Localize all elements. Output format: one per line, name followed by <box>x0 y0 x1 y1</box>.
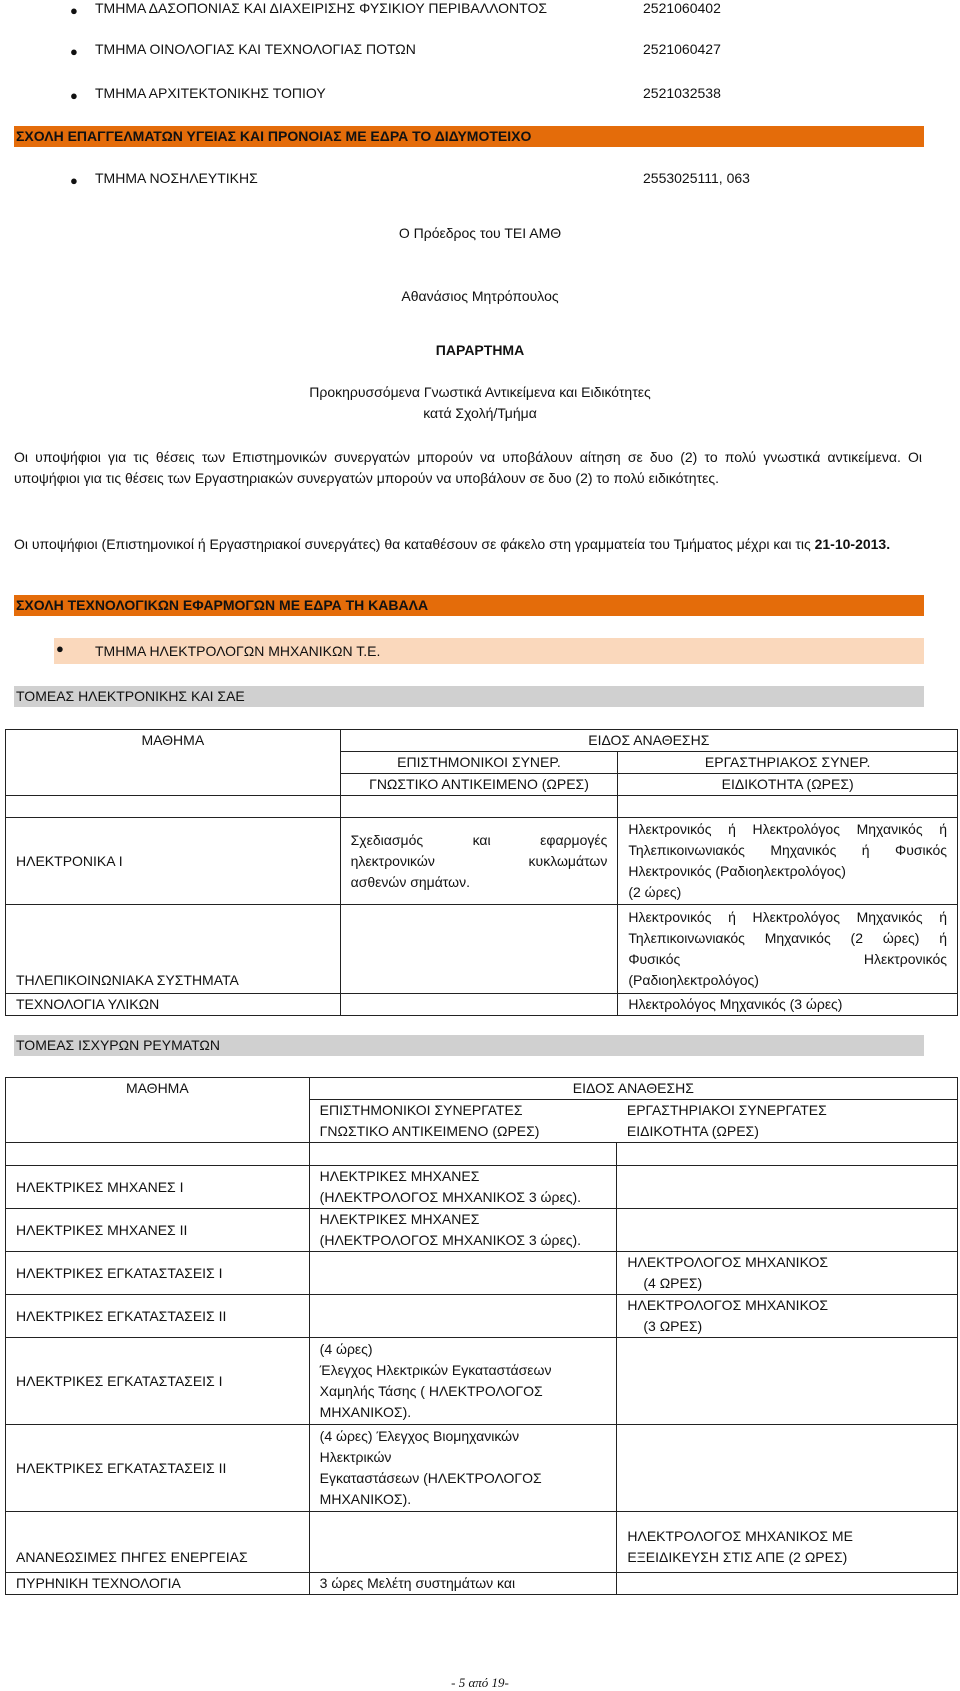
subject-cell: ΗΛΕΚΤΡΙΚΕΣ ΜΗΧΑΝΕΣ (ΗΛΕΚΤΡΟΛΟΓΟΣ ΜΗΧΑΝΙΚΟΣ 3 ώρες). <box>309 1209 617 1252</box>
header-assignment-type: ΕΙΔΟΣ ΑΝΑΘΕΣΗΣ <box>309 1078 957 1100</box>
course-cell: ΗΛΕΚΤΡΙΚΕΣ ΜΗΧΑΝΕΣ ΙΙ <box>6 1209 310 1252</box>
bullet-icon: ● <box>70 173 78 188</box>
table-row <box>6 1573 958 1595</box>
table-row <box>6 1166 958 1209</box>
deadline-date: 21-10-2013. <box>814 536 891 552</box>
deadline-paragraph <box>14 534 922 555</box>
header-specialty: ΕΙΔΙΚΟΤΗΤΑ (ΩΡΕΣ) <box>618 774 958 796</box>
department-phone: 2521060427 <box>643 41 721 57</box>
appendix-subtitle: Προκηρυσσόμενα Γνωστικά Αντικείμενα και Ειδικότητες <box>309 384 651 400</box>
department-phone: 2521060402 <box>643 0 721 16</box>
specialty-cell: Ηλεκτρονικός ή Ηλεκτρολόγος Μηχανικός ή Τηλεπικοινωνιακός Μηχανικός ή Φυσικός Ηλεκτρονικός (Ραδιοηλεκτρολόγος) (2 ώρες) <box>618 818 958 905</box>
table-row <box>6 1295 958 1338</box>
specialty-cell <box>617 1209 958 1252</box>
page-number: - 5 από 19- <box>451 1675 509 1690</box>
table-row <box>6 730 958 752</box>
specialty-cell <box>617 1338 958 1425</box>
list-item <box>0 170 960 190</box>
specialty-cell: ΗΛΕΚΤΡΟΛΟΓΟΣ ΜΗΧΑΝΙΚΟΣ (3 ΩΡΕΣ) <box>617 1295 958 1338</box>
specialty-cell: ΗΛΕΚΤΡΟΛΟΓΟΣ ΜΗΧΑΝΙΚΟΣ (4 ΩΡΕΣ) <box>617 1252 958 1295</box>
header-lab: ΕΡΓΑΣΤΗΡΙΑΚΟΣ ΣΥΝΕΡ. <box>618 752 958 774</box>
table-row <box>6 1338 958 1425</box>
sector-heading: ΤΟΜΕΑΣ ΗΛΕΚΤΡΟΝΙΚΗΣ ΚΑΙ ΣΑΕ <box>14 686 924 707</box>
header-course: ΜΑΘΗΜΑ <box>6 1078 310 1143</box>
table-row <box>6 994 958 1016</box>
course-cell: ΑΝΑΝΕΩΣΙΜΕΣ ΠΗΓΕΣ ΕΝΕΡΓΕΙΑΣ <box>6 1512 310 1573</box>
header-subject: ΓΝΩΣΤΙΚΟ ΑΝΤΙΚΕΙΜΕΝΟ (ΩΡΕΣ) <box>340 774 618 796</box>
school-heading-tech: ΣΧΟΛΗ ΤΕΧΝΟΛΟΓΙΚΩΝ ΕΦΑΡΜΟΓΩΝ ΜΕ ΕΔΡΑ ΤΗ ΚΑΒΑΛΑ <box>14 595 924 616</box>
appendix-title: ΠΑΡΑΡΤΗΜΑ <box>435 342 525 358</box>
course-cell: ΗΛΕΚΤΡΙΚΕΣ ΜΗΧΑΝΕΣ Ι <box>6 1166 310 1209</box>
header-scientific: ΕΠΙΣΤΗΜΟΝΙΚΟΙ ΣΥΝΕΡ. <box>340 752 618 774</box>
course-cell: ΤΕΧΝΟΛΟΓΙΑ ΥΛΙΚΩΝ <box>6 994 341 1016</box>
course-cell: ΗΛΕΚΤΡΙΚΕΣ ΕΓΚΑΤΑΣΤΑΣΕΙΣ Ι <box>6 1338 310 1425</box>
department-name: ΤΜΗΜΑ ΔΑΣΟΠΟΝΙΑΣ ΚΑΙ ΔΙΑΧΕΙΡΙΣΗΣ ΦΥΣΙΚΙΟΥ ΠΕΡΙΒΑΛΛΟΝΤΟΣ <box>95 0 547 16</box>
subject-cell: 3 ώρες Μελέτη συστημάτων και <box>309 1573 617 1595</box>
president-name: Αθανάσιος Μητρόπουλος <box>401 288 559 304</box>
department-phone: 2521032538 <box>643 85 721 101</box>
course-cell: ΗΛΕΚΤΡΙΚΕΣ ΕΓΚΑΤΑΣΤΑΣΕΙΣ ΙΙ <box>6 1295 310 1338</box>
course-cell: ΤΗΛΕΠΙΚΟΙΝΩΝΙΑΚΑ ΣΥΣΤΗΜΑΤΑ <box>6 905 341 994</box>
course-cell: ΠΥΡΗΝΙΚΗ ΤΕΧΝΟΛΟΓΙΑ <box>6 1573 310 1595</box>
table-row <box>6 1209 958 1252</box>
course-cell: ΗΛΕΚΤΡΙΚΕΣ ΕΓΚΑΤΑΣΤΑΣΕΙΣ ΙΙ <box>6 1425 310 1512</box>
department-name: ΤΜΗΜΑ ΝΟΣΗΛΕΥΤΙΚΗΣ <box>95 170 258 186</box>
header-specialty: ΕΙΔΙΚΟΤΗΤΑ (ΩΡΕΣ) <box>617 1121 958 1143</box>
deadline-text: Οι υποψήφιοι (Επιστημονικοί ή Εργαστηριακοί συνεργάτες) θα καταθέσουν σε φάκελο στη γραμματεία του Τμήματος μέχρι και τις <box>14 536 815 552</box>
subject-cell <box>340 994 618 1016</box>
table-row <box>6 905 958 994</box>
subject-cell <box>309 1252 617 1295</box>
header-subject: ΓΝΩΣΤΙΚΟ ΑΝΤΙΚΕΙΜΕΝΟ (ΩΡΕΣ) <box>309 1121 617 1143</box>
table-row <box>6 818 958 905</box>
specialty-cell <box>617 1425 958 1512</box>
department-name: ΤΜΗΜΑ ΑΡΧΙΤΕΚΤΟΝΙΚΗΣ ΤΟΠΙΟΥ <box>95 85 326 101</box>
subject-cell <box>340 905 618 994</box>
department-phone: 2553025111, 063 <box>643 170 750 186</box>
bullet-icon: ● <box>70 44 78 59</box>
specialty-cell: Ηλεκτρονικός ή Ηλεκτρολόγος Μηχανικός ή Τηλεπικοινωνιακός Μηχανικός (2 ώρες) ή Φυσικός Ηλεκτρονικός (Ραδιοηλεκτρολόγος) <box>618 905 958 994</box>
header-course: ΜΑΘΗΜΑ <box>6 730 341 796</box>
table-row <box>6 796 958 818</box>
table-row <box>6 1252 958 1295</box>
subject-cell <box>309 1512 617 1573</box>
bullet-icon: ● <box>70 88 78 103</box>
course-cell: ΗΛΕΚΤΡΟΝΙΚΑ Ι <box>6 818 341 905</box>
subject-cell: ΗΛΕΚΤΡΙΚΕΣ ΜΗΧΑΝΕΣ (ΗΛΕΚΤΡΟΛΟΓΟΣ ΜΗΧΑΝΙΚΟΣ 3 ώρες). <box>309 1166 617 1209</box>
specialty-cell: ΗΛΕΚΤΡΟΛΟΓΟΣ ΜΗΧΑΝΙΚΟΣ ΜΕ ΕΞΕΙΔΙΚΕΥΣΗ ΣΤΙΣ ΑΠΕ (2 ΩΡΕΣ) <box>617 1512 958 1573</box>
appendix-subtitle-2: κατά Σχολή/Τμήμα <box>423 405 537 421</box>
school-heading-health: ΣΧΟΛΗ ΕΠΑΓΓΕΛΜΑΤΩΝ ΥΓΕΙΑΣ ΚΑΙ ΠΡΟΝΟΙΑΣ ΜΕ ΕΔΡΑ ΤΟ ΔΙΔΥΜΟΤΕΙΧΟ <box>14 126 924 147</box>
power-table <box>5 1077 958 1595</box>
president-title: Ο Πρόεδρος του ΤΕΙ ΑΜΘ <box>398 225 562 241</box>
table-row <box>6 1425 958 1512</box>
table-row <box>6 1143 958 1166</box>
list-item <box>0 85 960 105</box>
specialty-cell: Ηλεκτρολόγος Μηχανικός (3 ώρες) <box>618 994 958 1016</box>
bullet-icon: ● <box>56 641 64 656</box>
department-name: ΤΜΗΜΑ ΟΙΝΟΛΟΓΙΑΣ ΚΑΙ ΤΕΧΝΟΛΟΓΙΑΣ ΠΟΤΩΝ <box>95 41 416 57</box>
subject-cell: (4 ώρες) Έλεγχος Βιομηχανικών Ηλεκτρικών Εγκαταστάσεων (ΗΛΕΚΤΡΟΛΟΓΟΣ ΜΗΧΑΝΙΚΟΣ). <box>309 1425 617 1512</box>
list-item <box>0 41 960 61</box>
header-lab: ΕΡΓΑΣΤΗΡΙΑΚΟΙ ΣΥΝΕΡΓΑΤΕΣ <box>617 1100 958 1122</box>
department-heading: ΤΜΗΜΑ ΗΛΕΚΤΡΟΛΟΓΩΝ ΜΗΧΑΝΙΚΩΝ Τ.Ε. <box>95 643 381 659</box>
subject-cell <box>309 1295 617 1338</box>
instructions-paragraph: Οι υποψήφιοι για τις θέσεις των Επιστημονικών συνεργατών μπορούν να υποβάλουν αίτηση σε δυο (2) το πολύ γνωστικά αντικείμενα. Οι υποψήφιοι για τις θέσεις των Εργαστηριακών συνεργατών μπορούν να υποβάλουν σε δυο (2) το πολύ ειδικότητες. <box>14 449 922 486</box>
table-row <box>6 1078 958 1100</box>
bullet-icon: ● <box>70 3 78 18</box>
header-assignment-type: ΕΙΔΟΣ ΑΝΑΘΕΣΗΣ <box>340 730 957 752</box>
specialty-cell <box>617 1573 958 1595</box>
table-row <box>6 1512 958 1573</box>
course-cell: ΗΛΕΚΤΡΙΚΕΣ ΕΓΚΑΤΑΣΤΑΣΕΙΣ Ι <box>6 1252 310 1295</box>
subject-cell: Σχεδιασμός και εφαρμογές ηλεκτρονικών κυκλωμάτων ασθενών σημάτων. <box>340 818 618 905</box>
list-item <box>0 0 960 20</box>
electronics-table <box>5 729 958 1016</box>
subject-cell: (4 ώρες) Έλεγχος Ηλεκτρικών Εγκαταστάσεων Χαμηλής Τάσης ( ΗΛΕΚΤΡΟΛΟΓΟΣ ΜΗΧΑΝΙΚΟΣ). <box>309 1338 617 1425</box>
sector-heading: ΤΟΜΕΑΣ ΙΣΧΥΡΩΝ ΡΕΥΜΑΤΩΝ <box>14 1035 924 1056</box>
specialty-cell <box>617 1166 958 1209</box>
header-scientific: ΕΠΙΣΤΗΜΟΝΙΚΟΙ ΣΥΝΕΡΓΑΤΕΣ <box>309 1100 617 1122</box>
